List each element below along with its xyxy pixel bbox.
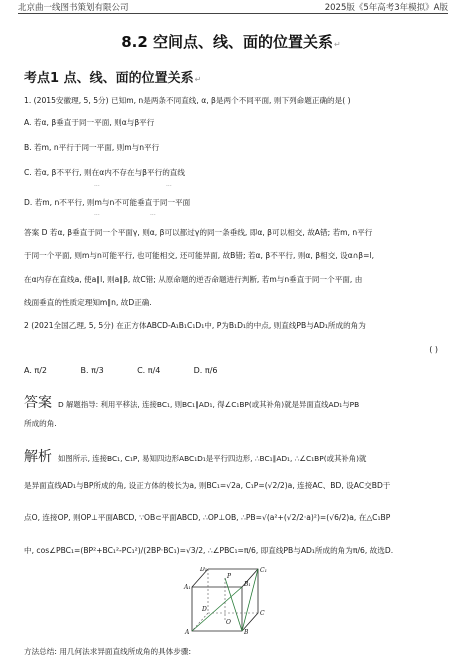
q2-option-c: C. π/4 [137, 366, 161, 375]
q1-answer-line-4: 线面垂直的性质定理知m∥n, 故D正确. [24, 298, 152, 307]
label-a1: A₁ [184, 584, 191, 591]
q2-stem: 2 (2021全国乙理, 5, 5分) 在正方体ABCD-A₁B₁C₁D₁中, P为B₁D₁的中点, 则直线PB与AD₁所成的角为 [24, 321, 366, 330]
q2-analysis-line-3: 点O, 连接OP, 则OP⊥平面ABCD, ∵OB⊂平面ABCD, ∴OP⊥OB, ∴PB=√(a²+(√2/2·a)²)=(√6/2)a, 在△C₁BP [24, 513, 391, 522]
q2-answer-label: 答案 [24, 395, 52, 411]
label-b: B [244, 629, 249, 635]
page-header [18, 0, 448, 14]
q2-analysis-line-2: 是异面直线AD₁与BP所成的角, 设正方体的棱长为a, 则BC₁=√2a, C₁P=(√2/2)a, 连接AC、BD, 设AC交BD于 [24, 481, 391, 490]
label-a: A [185, 629, 190, 635]
header-book-title: 2025版《5年高考3年模拟》A版 [324, 3, 448, 13]
cube-figure [180, 567, 270, 635]
q1-answer-line-2: 于同一个平面, 则m与n可能平行, 也可能相交, 还可能异面, 故B错; 若α, β不平行, 则α, β相交, 设α∩β=l, [24, 251, 375, 260]
q2-answer-line-2: 所成的角. [24, 419, 57, 428]
label-c: C [260, 610, 265, 617]
q1-option-a: A. 若α, β垂直于同一平面, 则α与β平行 [24, 118, 155, 127]
q2-analysis-label: 解析 [24, 449, 52, 465]
q2-option-d: D. π/6 [193, 366, 218, 375]
label-d: D [202, 606, 207, 613]
label-o: O [226, 619, 231, 626]
q1-option-b: B. 若m, n平行于同一平面, 则m与n平行 [24, 143, 160, 152]
q2-answer: 答案 D 解题指导: 利用平移法, 连接BC₁, 则BC₁∥AD₁, 得∠C₁BP(或其补角)就是异面直线AD₁与PB [24, 395, 360, 411]
label-p: P [227, 573, 232, 580]
q2-analysis: 解析 如图所示, 连接BC₁, C₁P, 易知四边形ABC₁D₁是平行四边形, ∴BC₁∥AD₁, ∴∠C₁BP(或其补角)就 [24, 449, 367, 465]
q1-stem: 1. (2015安徽理, 5, 5分) 已知m, n是两条不同直线, α, β是两个不同平面, 则下列命题正确的是( ) [24, 96, 351, 105]
header-rule [18, 13, 448, 14]
q2-option-a: A. π/2 [24, 366, 48, 375]
q1-option-d: D. 若m, n不平行, 则m与n不可能垂直于同一平面 [24, 198, 191, 207]
q1-answer-line-1: 答案 D 若α, β垂直于同一个平面γ, 则α, β可以都过γ的同一条垂线, 即α, β可以相交, 故A错; 若m, n平行 [24, 228, 373, 237]
q2-options [24, 366, 248, 375]
q2-option-b: B. π/3 [80, 366, 104, 375]
label-c1: C₁ [260, 567, 267, 574]
q1-answer-line-3: 在α内存在直线a, 使a∥l, 则a∥β, 故C错; 从原命题的逆否命题进行判断, 若m与n垂直于同一个平面, 由 [24, 275, 363, 284]
chapter-title: 8.2 空间点、线、面的位置关系↵ [121, 33, 341, 51]
q2-analysis-line-4: 中, cos∠PBC₁=(BP²+BC₁²-PC₁²)/(2BP·BC₁)=√3/2, ∴∠PBC₁=π/6, 即直线PB与AD₁所成的角为π/6, 故选D. [24, 546, 394, 555]
label-b1: B₁ [244, 581, 251, 588]
method-summary: 方法总结: 用几何法求异面直线所成角的具体步骤: [24, 647, 191, 656]
header-publisher: 北京曲一线图书策划有限公司 [18, 3, 129, 13]
label-d1: D₁ [200, 567, 208, 573]
q2-answer-paren: ( ) [429, 345, 438, 354]
q1-option-c: C. 若α, β不平行, 则在α内不存在与β平行的直线 [24, 168, 185, 177]
section-heading: 考点1 点、线、面的位置关系↵ [24, 71, 202, 86]
